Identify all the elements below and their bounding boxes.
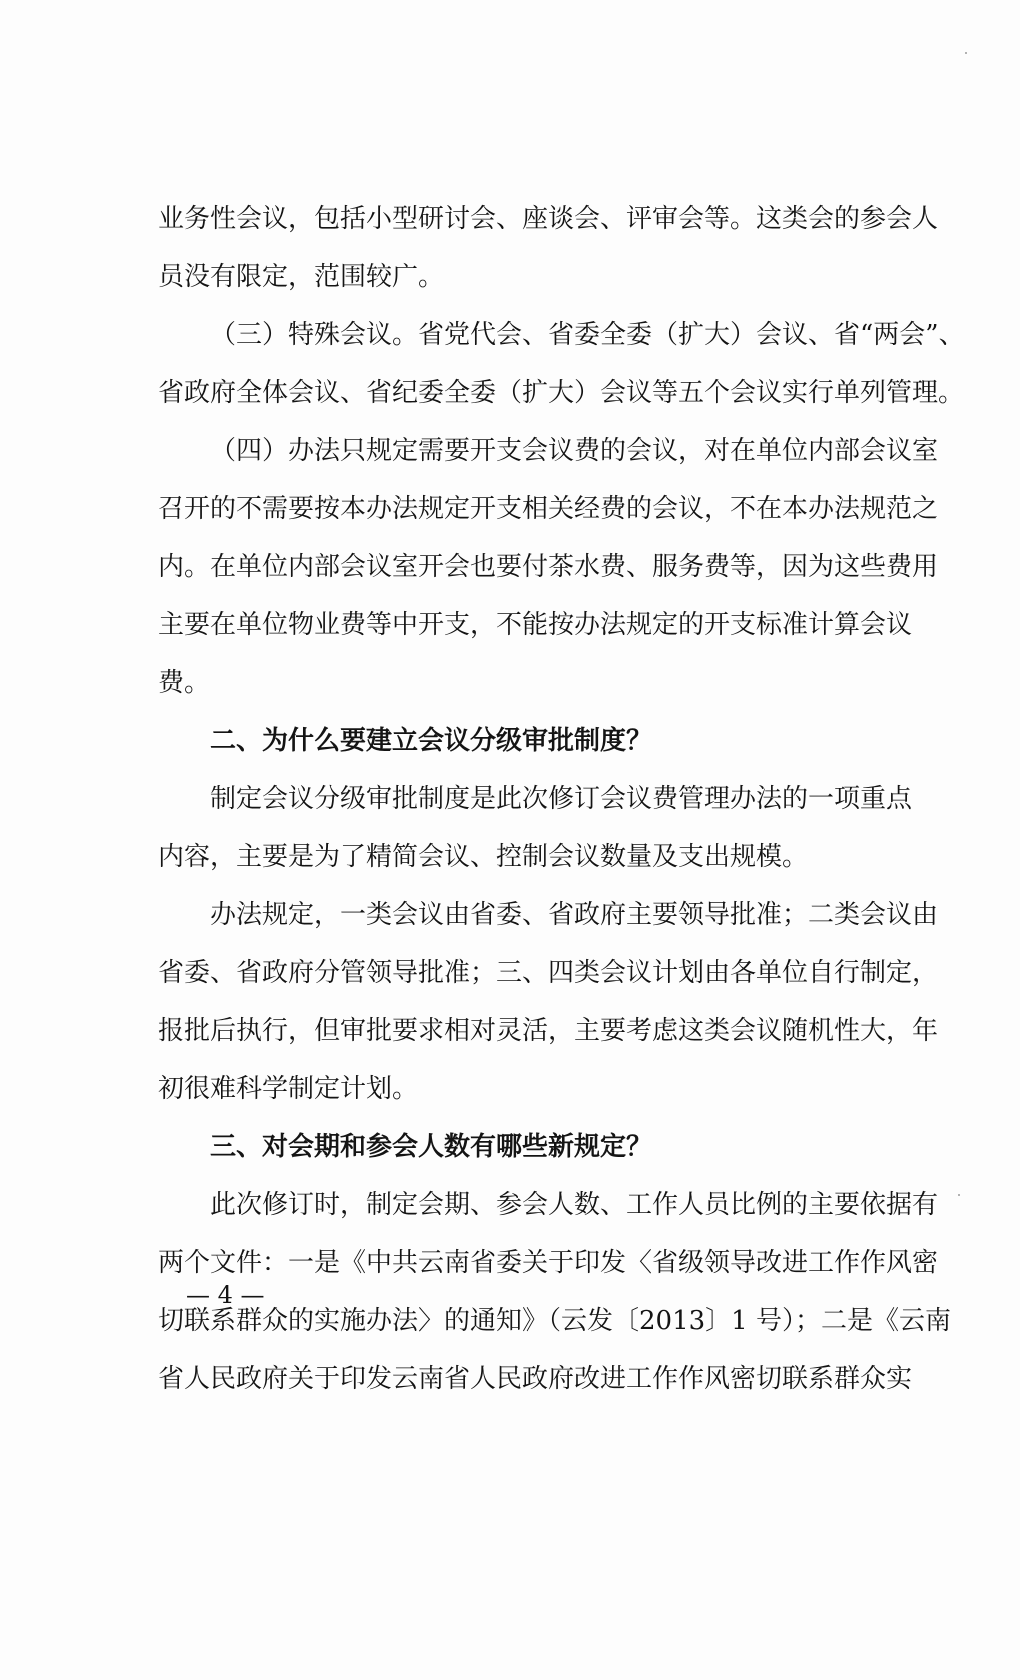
- section-heading: [158, 1118, 888, 1176]
- text-line: 切联系群众的实施办法〉的通知》（云发〔2013〕1 号）；二是《云南: [158, 1306, 951, 1336]
- text-line: （三）特殊会议。省党代会、省委全委（扩大）会议、省“两会”、: [210, 320, 965, 350]
- section-heading: [158, 712, 888, 770]
- text-line: 省政府全体会议、省纪委全委（扩大）会议等五个会议实行单列管理。: [158, 378, 965, 408]
- text-line: 内容，主要是为了精简会议、控制会议数量及支出规模。: [158, 842, 809, 872]
- text-line: 二、为什么要建立会议分级审批制度？: [210, 726, 653, 756]
- text-line: 两个文件：一是《中共云南省委关于印发〈省级领导改进工作作风密: [158, 1248, 939, 1278]
- text-line: 此次修订时，制定会期、参会人数、工作人员比例的主要依据有: [210, 1190, 939, 1220]
- scan-speck: [958, 1194, 960, 1196]
- text-line: 费。: [158, 668, 211, 698]
- page-number: — 4 —: [186, 1281, 265, 1309]
- document-body: [158, 190, 965, 1408]
- paragraph: [158, 306, 965, 422]
- text-line: 省委、省政府分管领导批准；三、四类会议计划由各单位自行制定，: [158, 958, 939, 988]
- paragraph: [158, 770, 913, 886]
- text-line: 省人民政府关于印发云南省人民政府改进工作作风密切联系群众实: [158, 1364, 913, 1394]
- paragraph: [158, 1176, 951, 1408]
- text-line: 内。在单位内部会议室开会也要付茶水费、服务费等，因为这些费用: [158, 552, 939, 582]
- text-line: 业务性会议，包括小型研讨会、座谈会、评审会等。这类会的参会人: [158, 204, 939, 234]
- text-line: 初很难科学制定计划。: [158, 1074, 419, 1104]
- text-line: 员没有限定，范围较广。: [158, 262, 445, 292]
- text-line: 召开的不需要按本办法规定开支相关经费的会议，不在本办法规范之: [158, 494, 939, 524]
- text-line: 主要在单位物业费等中开支，不能按办法规定的开支标准计算会议: [158, 610, 913, 640]
- text-line: 办法规定，一类会议由省委、省政府主要领导批准；二类会议由: [210, 900, 939, 930]
- paragraph: [158, 886, 939, 1118]
- scan-speck: [965, 52, 967, 54]
- text-line: 三、对会期和参会人数有哪些新规定？: [210, 1132, 653, 1162]
- paragraph: [158, 190, 939, 306]
- text-line: 报批后执行，但审批要求相对灵活，主要考虑这类会议随机性大，年: [158, 1016, 939, 1046]
- text-line: 制定会议分级审批制度是此次修订会议费管理办法的一项重点: [210, 784, 913, 814]
- paragraph: [158, 422, 939, 712]
- text-line: （四）办法只规定需要开支会议费的会议，对在单位内部会议室: [210, 436, 939, 466]
